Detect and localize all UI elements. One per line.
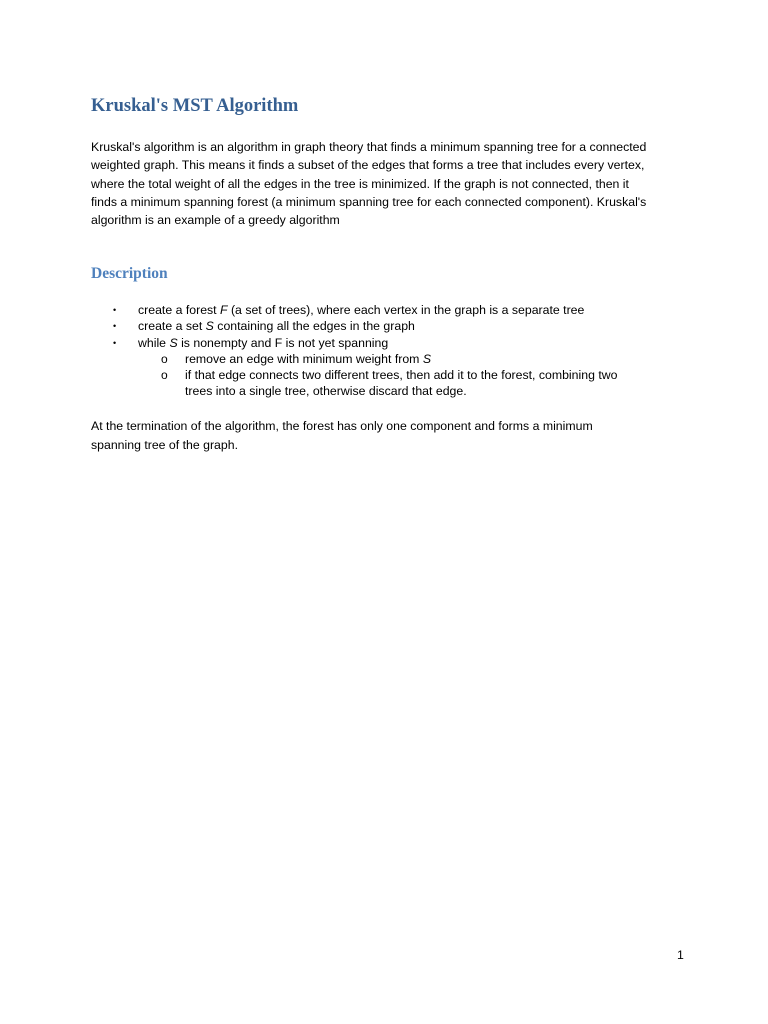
intro-line: where the total weight of all the edges in the tree is minimized. If the graph is not connected, then it xyxy=(91,176,629,191)
circle-bullet-icon: o xyxy=(161,368,168,383)
variable-name: S xyxy=(205,319,214,334)
bullet-icon: • xyxy=(113,305,117,315)
list-item-text xyxy=(91,351,691,367)
list-item xyxy=(91,335,691,351)
section-heading: Description xyxy=(91,265,168,282)
sub-list-item xyxy=(91,367,691,400)
list-item-text: if that edge connects two different trees, then add it to the forest, combining two xyxy=(185,368,618,383)
intro-line: algorithm is an example of a greedy algorithm xyxy=(91,213,340,228)
circle-bullet-icon: o xyxy=(161,351,168,366)
step-text: create a set xyxy=(138,319,206,334)
step-text: is nonempty and F is not yet spanning xyxy=(177,335,389,350)
list-item-text: trees into a single tree, otherwise discard that edge. xyxy=(185,384,467,399)
list-item xyxy=(91,302,691,318)
document-title: Kruskal's MST Algorithm xyxy=(91,96,299,116)
list-item-text xyxy=(91,335,691,351)
step-text: remove an edge with minimum weight from xyxy=(185,351,423,366)
page-number: 1 xyxy=(677,948,684,962)
sub-list-item xyxy=(91,351,691,367)
variable-name: S xyxy=(422,351,432,366)
closing-paragraph xyxy=(91,417,691,455)
step-text: containing all the edges in the graph xyxy=(213,319,415,334)
list-item-text xyxy=(91,318,691,334)
intro-paragraph xyxy=(91,138,691,229)
step-text: create a forest xyxy=(138,303,221,317)
variable-name: F xyxy=(220,303,228,317)
step-text: (a set of trees), where each vertex in the graph is a separate tree xyxy=(227,303,585,317)
variable-name: S xyxy=(169,335,178,350)
step-text: while xyxy=(138,335,170,350)
intro-line: weighted graph. This means it finds a subset of the edges that forms a tree that includes every vertex, xyxy=(91,158,645,173)
closing-line: spanning tree of the graph. xyxy=(91,438,238,452)
bullet-icon: • xyxy=(113,321,117,332)
bullet-icon: • xyxy=(113,337,117,348)
algorithm-steps-list xyxy=(91,302,691,400)
intro-line: finds a minimum spanning forest (a minimum spanning tree for each connected component). Kruskal's xyxy=(91,194,647,209)
list-item-text xyxy=(91,302,691,318)
closing-line: At the termination of the algorithm, the forest has only one component and forms a minimum xyxy=(91,419,593,433)
list-item xyxy=(91,318,691,334)
intro-line: Kruskal's algorithm is an algorithm in graph theory that finds a minimum spanning tree for a connected xyxy=(91,140,647,154)
